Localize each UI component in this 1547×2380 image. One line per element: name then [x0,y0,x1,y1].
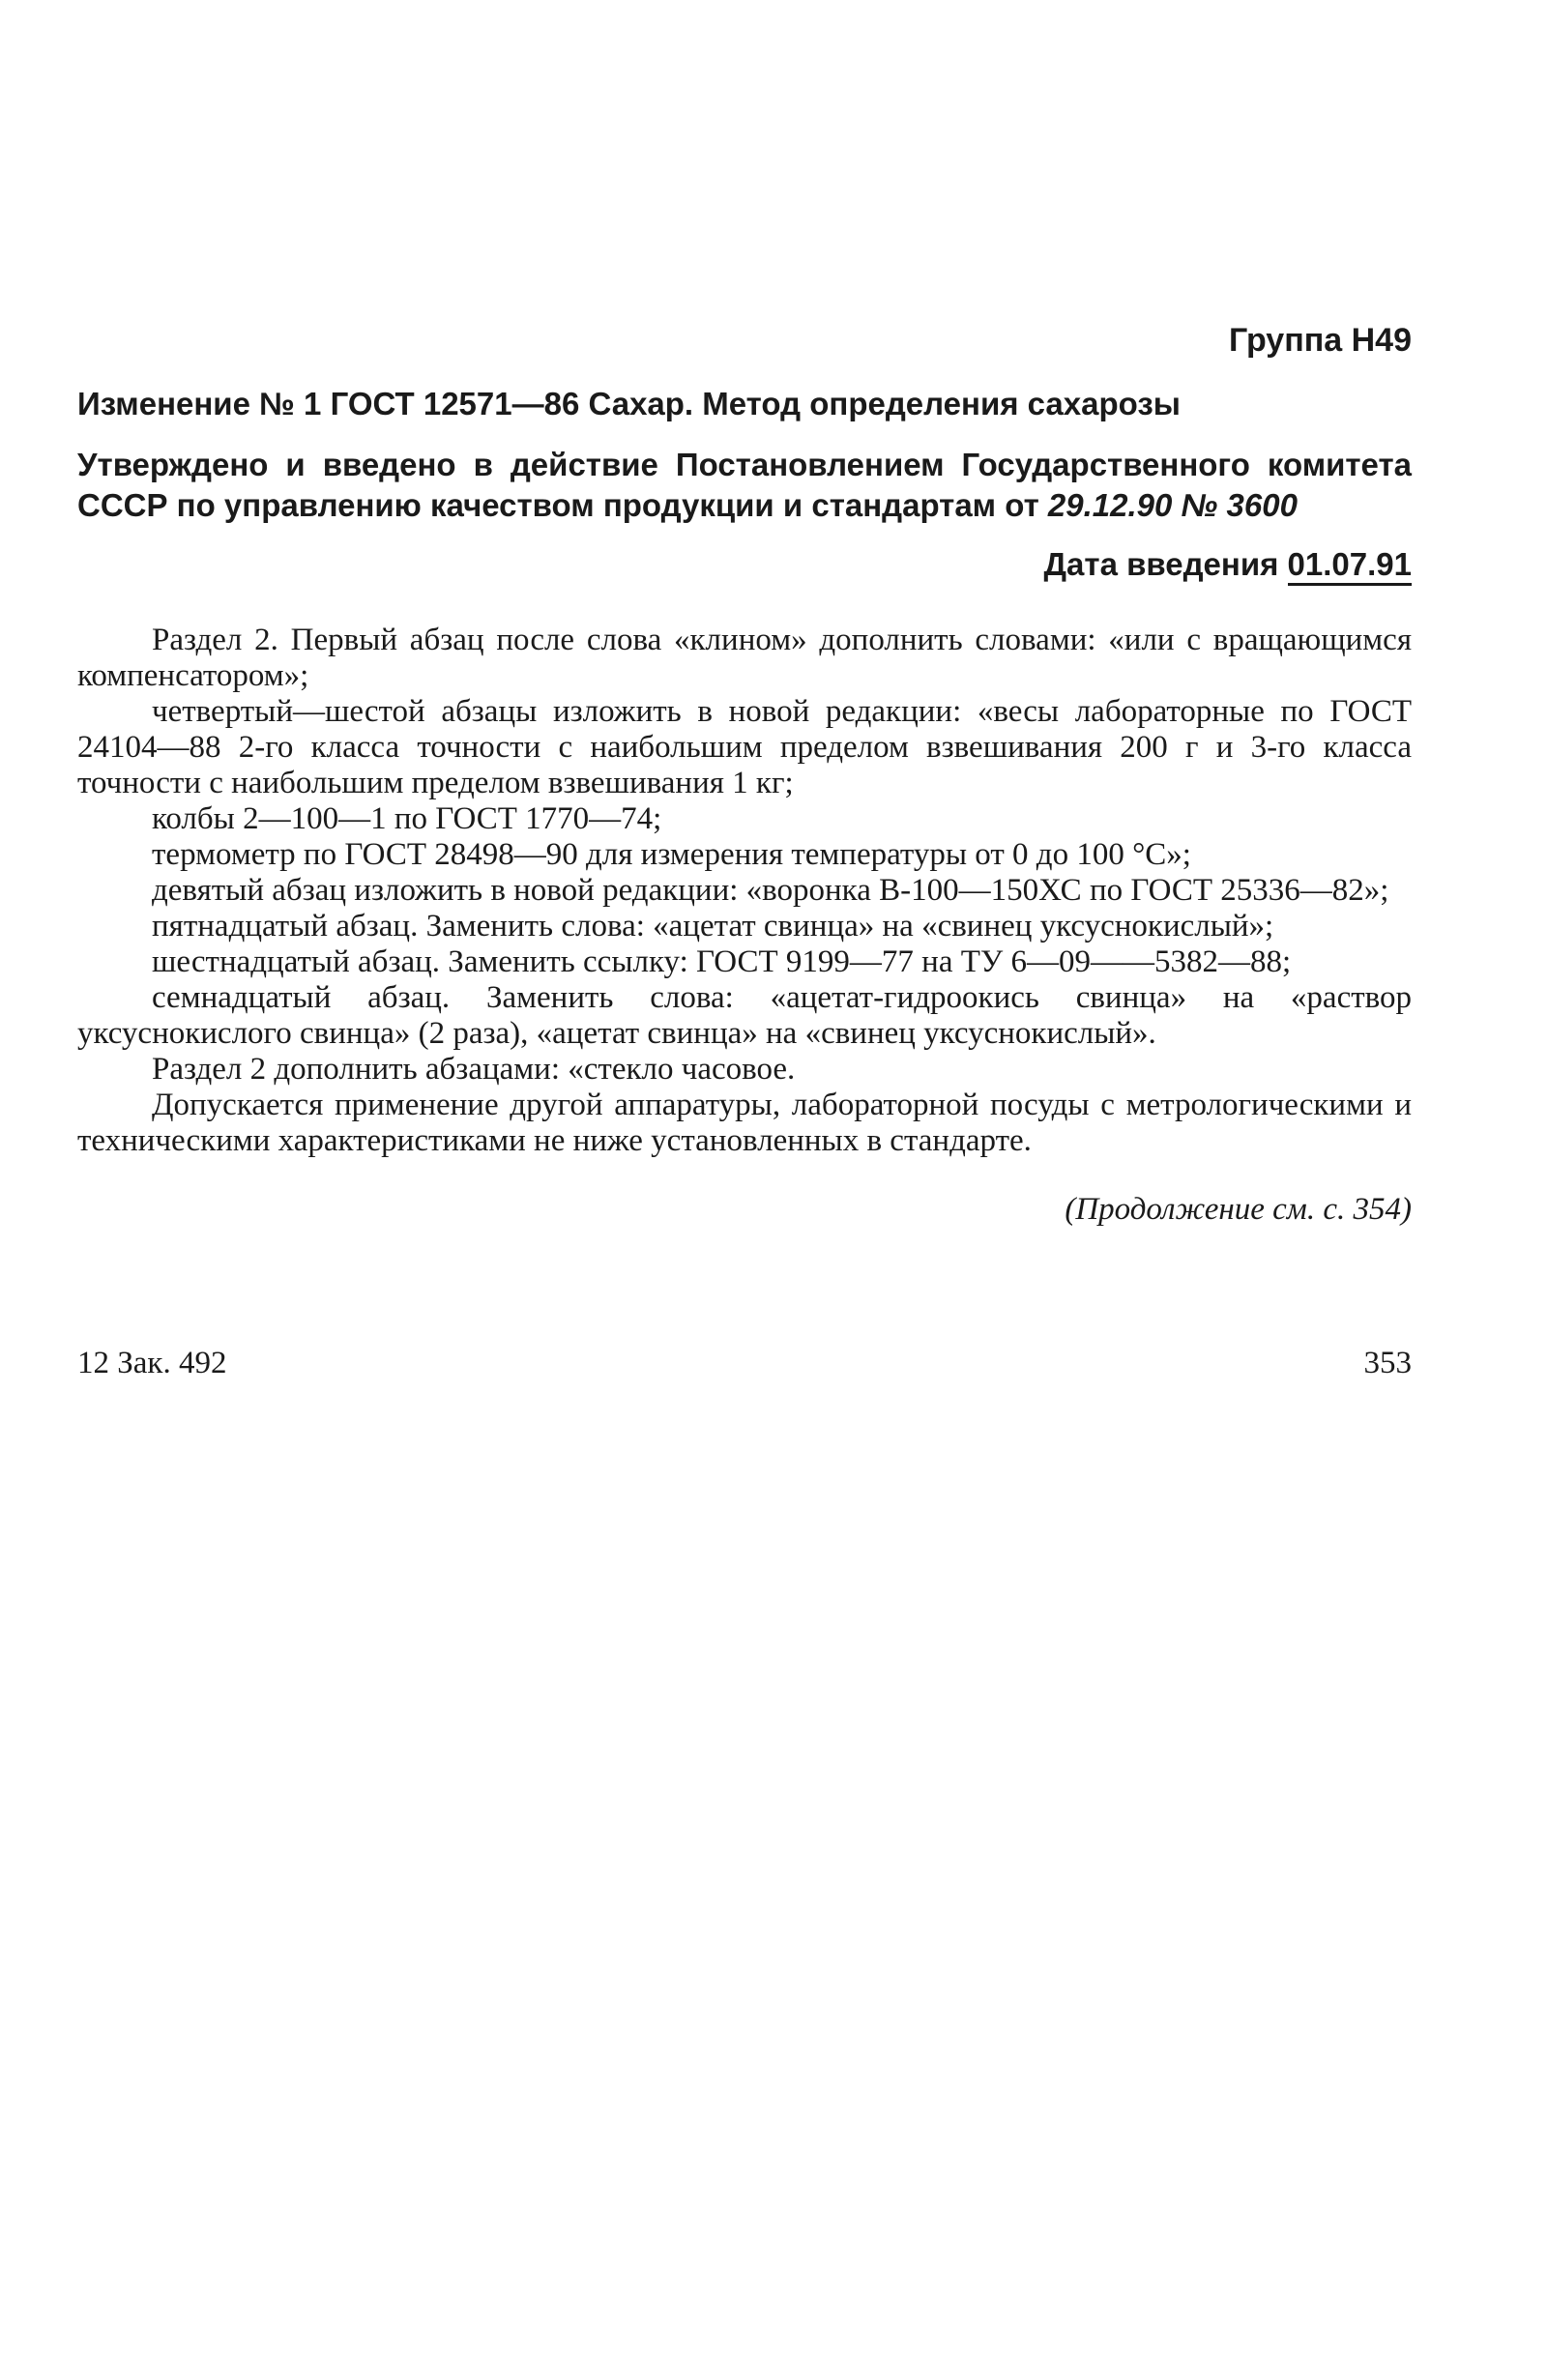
paragraph: Допускается применение другой аппаратуры, лабораторной посуды с метрологическими и техническими характеристиками не ниже установленных в стандарте. [77,1088,1412,1158]
page-number: 353 [1363,1346,1412,1380]
introduction-date-value: 01.07.91 [1288,546,1412,586]
approval-statement [77,445,1412,526]
page-footer [77,1344,1412,1382]
paragraph: Раздел 2. Первый абзац после слова «клином» дополнить словами: «или с вращающимся компенсатором»; [77,623,1412,693]
introduction-date-label: Дата введения [1043,546,1288,582]
continuation-note: (Продолжение см. с. 354) [1065,1192,1412,1227]
paragraph: пятнадцатый абзац. Заменить слова: «ацетат свинца» на «свинец уксуснокислый»; [152,909,1274,943]
paragraph: девятый абзац изложить в новой редакции: «воронка В-100—150ХС по ГОСТ 25336—82»; [152,873,1389,908]
change-title: Изменение № 1 ГОСТ 12571—86 Сахар. Метод определения сахарозы [77,386,1181,421]
introduction-date [77,543,1412,586]
paragraph: семнадцатый абзац. Заменить слова: «ацетат-гидроокись свинца» на «раствор уксуснокислого свинца» (2 раза), «ацетат свинца» на «свинец уксуснокислый». [77,980,1412,1051]
paragraph: шестнадцатый абзац. Заменить ссылку: ГОСТ 9199—77 на ТУ 6—09——5382—88; [152,944,1292,979]
paragraph: термометр по ГОСТ 28498—90 для измерения температуры от 0 до 100 °С»; [152,837,1191,872]
paragraph: Раздел 2 дополнить абзацами: «стекло часовое. [152,1052,796,1087]
order-number: 12 Зак. 492 [77,1346,227,1380]
document-page [77,319,1412,1229]
paragraph: четвертый—шестой абзацы изложить в новой редакции: «весы лабораторные по ГОСТ 24104—88 2-го класса точности с наибольшим пределом взвешивания 200 г и 3-го класса точности с наибольшим пределом взвешивания 1 кг; [77,694,1412,800]
group-code: Группа Н49 [1228,322,1412,359]
change-body [77,623,1412,1159]
approval-date: 29.12.90 № 3600 [1047,487,1298,523]
paragraph: колбы 2—100—1 по ГОСТ 1770—74; [152,801,662,836]
approval-text: Утверждено и введено в действие Постановлением Государственного комитета СССР по управлению качеством продукции и стандартам от [77,447,1412,523]
